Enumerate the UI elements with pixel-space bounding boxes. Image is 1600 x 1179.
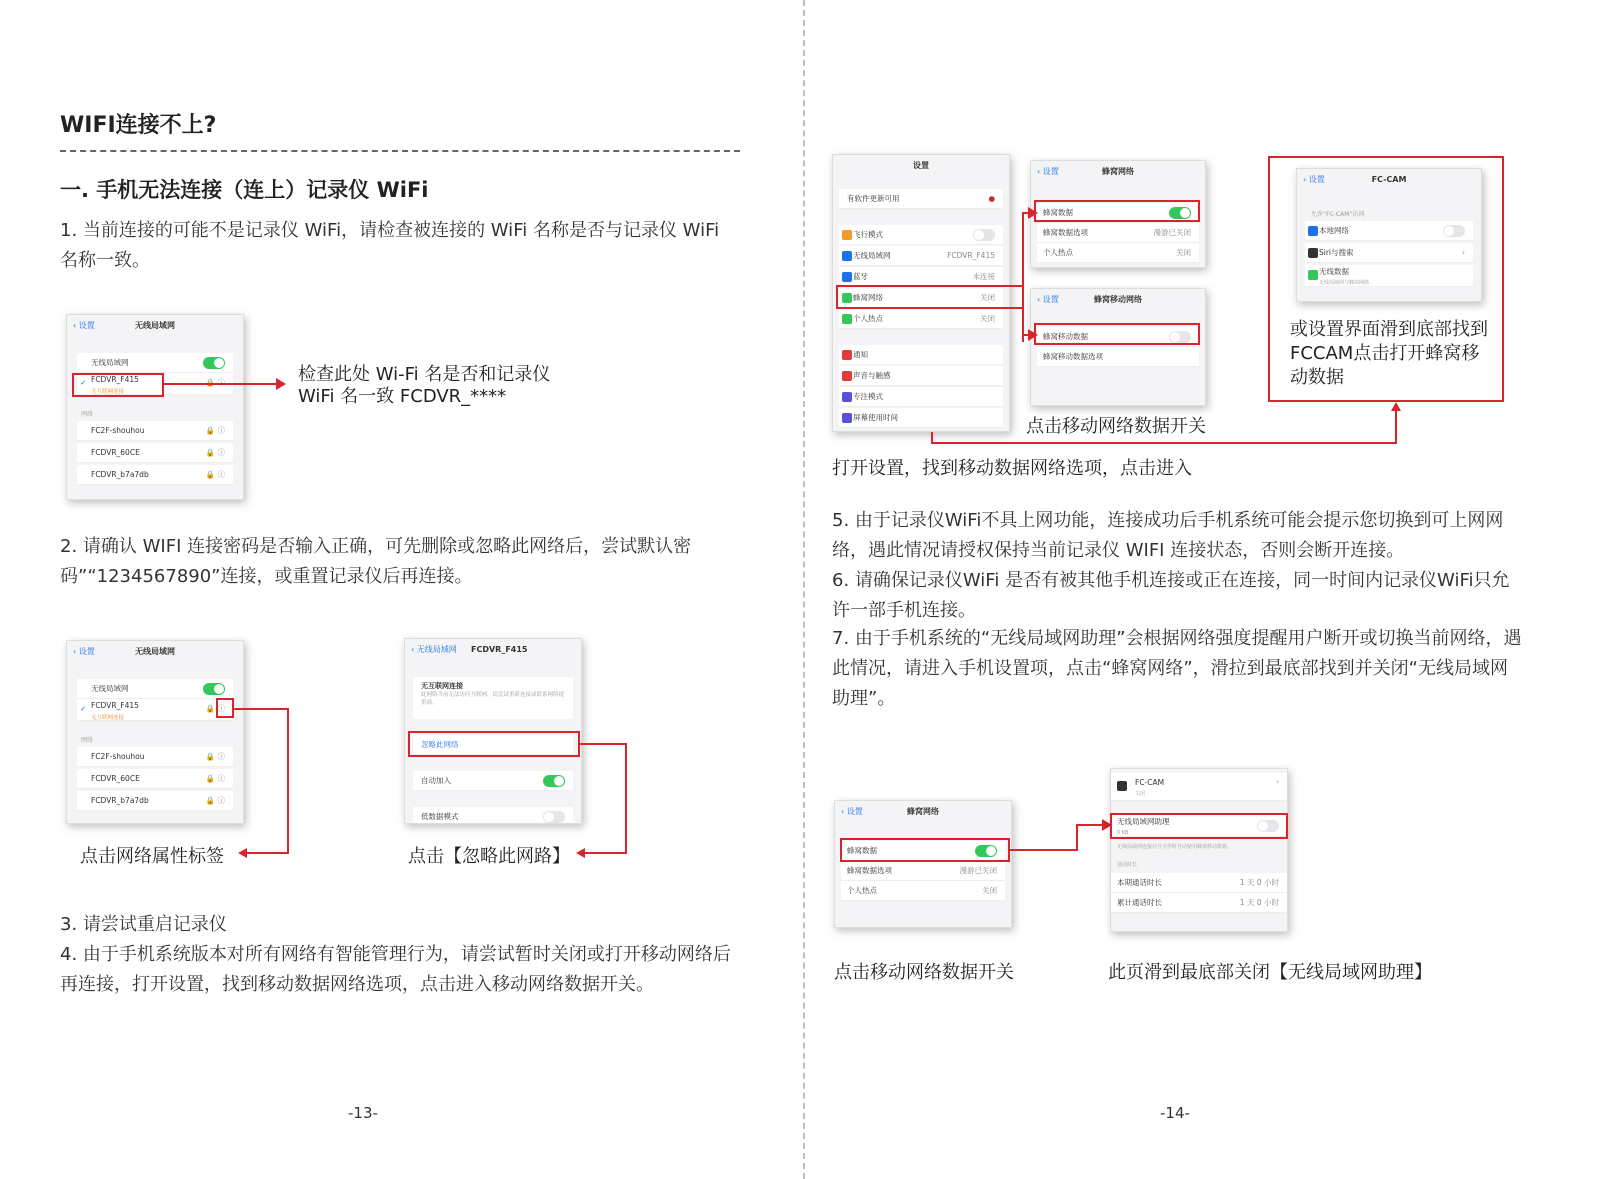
screenshot-cellular-2: ‹ 设置 蜂窝网络 蜂窝数据 蜂窝数据选项 漫游已关闭 个人热点 关闭 — [834, 800, 1012, 928]
page-number-right: -14- — [1160, 1104, 1190, 1122]
forget-network-row: 忽略此网络 — [413, 735, 573, 755]
section-heading: 一. 手机无法连接（连上）记录仪 WiFi — [60, 178, 429, 202]
title-divider — [60, 150, 740, 152]
arrow-left-icon — [238, 848, 247, 858]
para-2: 2. 请确认 WIFI 连接密码是否输入正确，可先删除或忽略此网络后，尝试默认密码”“1234567890”连接，或重置记录仪后再连接。 — [60, 536, 692, 587]
screenshot-wlan-list-2: ‹ 设置 无线局域网 无线局域网 ✓ FCDVR_F415 无互联网连接 🔒 ⓘ 网络 FC2F-shouhou 🔒 ⓘ FCDVR_60CE 🔒 ⓘ FCDVR_b7a7db 🔒 ⓘ — [66, 640, 244, 824]
caption-fccam: 或设置界面滑到底部找到FCCAM点击打开蜂窝移动数据 — [1290, 319, 1488, 388]
caption-cell-switch-2: 点击移动网络数据开关 — [834, 962, 1014, 983]
networks-header: 网络 — [81, 411, 94, 418]
highlight-info-icon — [216, 698, 234, 718]
highlight-wlan-assist — [1110, 813, 1288, 839]
caption-close-assist: 此页滑到最底部关闭【无线局域网助理】 — [1108, 962, 1432, 983]
para-1: 1. 当前连接的可能不是记录仪 WiFi，请检查被连接的 WiFi 名称是否与记录仪 WiFi名称一致。 — [60, 220, 720, 271]
screenshot-mobile-network: ‹ 设置 蜂窝移动网络 蜂窝移动数据 蜂窝移动数据选项 — [1030, 288, 1206, 406]
highlight-mobile-data — [1034, 323, 1200, 345]
wlan-toggle — [203, 357, 225, 369]
highlight-cellular — [836, 285, 1024, 309]
callout-line — [164, 383, 278, 385]
page-title: WIFI连接不上? — [60, 113, 217, 138]
para-7: 7. 由于手机系统的“无线局域网助理”会根据网络强度提醒用户断开或切换当前网络，遇此情况，请进入手机设置项，点击“蜂窝网络”，滑拉到最底部找到并关闭“无线局域网助理”。 — [832, 628, 1522, 709]
wlan-toggle-row: 无线局域网 — [77, 353, 233, 373]
screenshot-cellular: ‹ 设置 蜂窝网络 蜂窝数据 蜂窝数据选项 漫游已关闭 个人热点 关闭 — [1030, 160, 1206, 268]
screenshot-fccam: ‹ 设置 FC-CAM 允许“FC-CAM”访问 本地网络 Siri与搜索 › 无线数据 无线局域网与蜂窝网络 — [1296, 168, 1482, 302]
caption-mobile-switch: 点击移动网络数据开关 — [1026, 416, 1206, 437]
caption-tap-info: 点击网络属性标签 — [80, 846, 224, 867]
highlight-cell-data-2 — [840, 838, 1010, 862]
screenshot-settings: 设置 有软件更新可用 ● 飞行模式 无线局域网 FCDVR_F415 蓝牙 未连接 蜂窝网络 关闭 个人热点 关闭 通知 声音与触感 专注模式 屏幕使用时间 — [832, 154, 1010, 432]
network-row: FC2F-shouhou 🔒 ⓘ — [77, 421, 233, 441]
page-divider — [803, 0, 805, 1179]
screenshot-network-detail: ‹ 无线局域网 FCDVR_F415 无互联网连接 此网络当前无法访问互联网，请尝试重新连接或联系网络提供商。 忽略此网络 自动加入 低数据模式 — [404, 638, 582, 824]
highlight-network-name — [72, 373, 164, 397]
para-3: 3. 请尝试重启记录仪 — [60, 914, 227, 935]
check-icon: ✓ — [80, 378, 87, 387]
network-row: FCDVR_60CE 🔒 ⓘ — [77, 443, 233, 463]
highlight-forget — [408, 731, 580, 757]
network-row: FCDVR_b7a7db 🔒 ⓘ — [77, 465, 233, 485]
callout-check-name: 检查此处 Wi-Fi 名是否和记录仪 WiFi 名一致 FCDVR_**** — [298, 364, 551, 407]
back-link: ‹ 设置 — [73, 321, 95, 330]
current-network-row: ✓ FCDVR_F415 无互联网连接 — [77, 373, 233, 395]
page-number-left: -13- — [348, 1104, 378, 1122]
screenshot-wlan-list: ‹ 设置 无线局域网 无线局域网 ✓ FCDVR_F415 无互联网连接 网络 FC2F-shouhou 🔒 ⓘ FCDVR_60CE 🔒 ⓘ FCDVR_b7a7db 🔒 ⓘ — [66, 314, 244, 500]
screenshot-wlan-assist: FC-CAM 关闭 › 无线局域网助理 0 KB 无线局域网连接信号不佳时自动使用蜂窝移动数据。 通话时长 本期通话时长 1 天 0 小时 累计通话时长 1 天 0 小时 — [1110, 768, 1288, 932]
para-4: 4. 由于手机系统版本对所有网络有智能管理行为，请尝试暂时关闭或打开移动网络后再连接，打开设置，找到移动数据网络选项，点击进入移动网络数据开关。 — [60, 944, 731, 995]
arrow-up-icon — [1391, 402, 1401, 411]
caption-forget: 点击【忽略此网路】 — [408, 846, 570, 867]
arrow-right-icon — [276, 378, 286, 390]
para-5: 5. 由于记录仪WiFi不具上网功能，连接成功后手机系统可能会提示您切换到可上网网络，遇此情况请授权保持当前记录仪 WIFI 连接状态，否则会断开连接。 — [832, 510, 1504, 561]
highlight-cell-data — [1034, 200, 1200, 222]
para-6: 6. 请确保记录仪WiFi 是否有被其他手机连接或正在连接，同一时间内记录仪WiFi只允许一部手机连接。 — [832, 570, 1510, 621]
caption-open-settings: 打开设置，找到移动数据网络选项，点击进入 — [832, 458, 1192, 479]
